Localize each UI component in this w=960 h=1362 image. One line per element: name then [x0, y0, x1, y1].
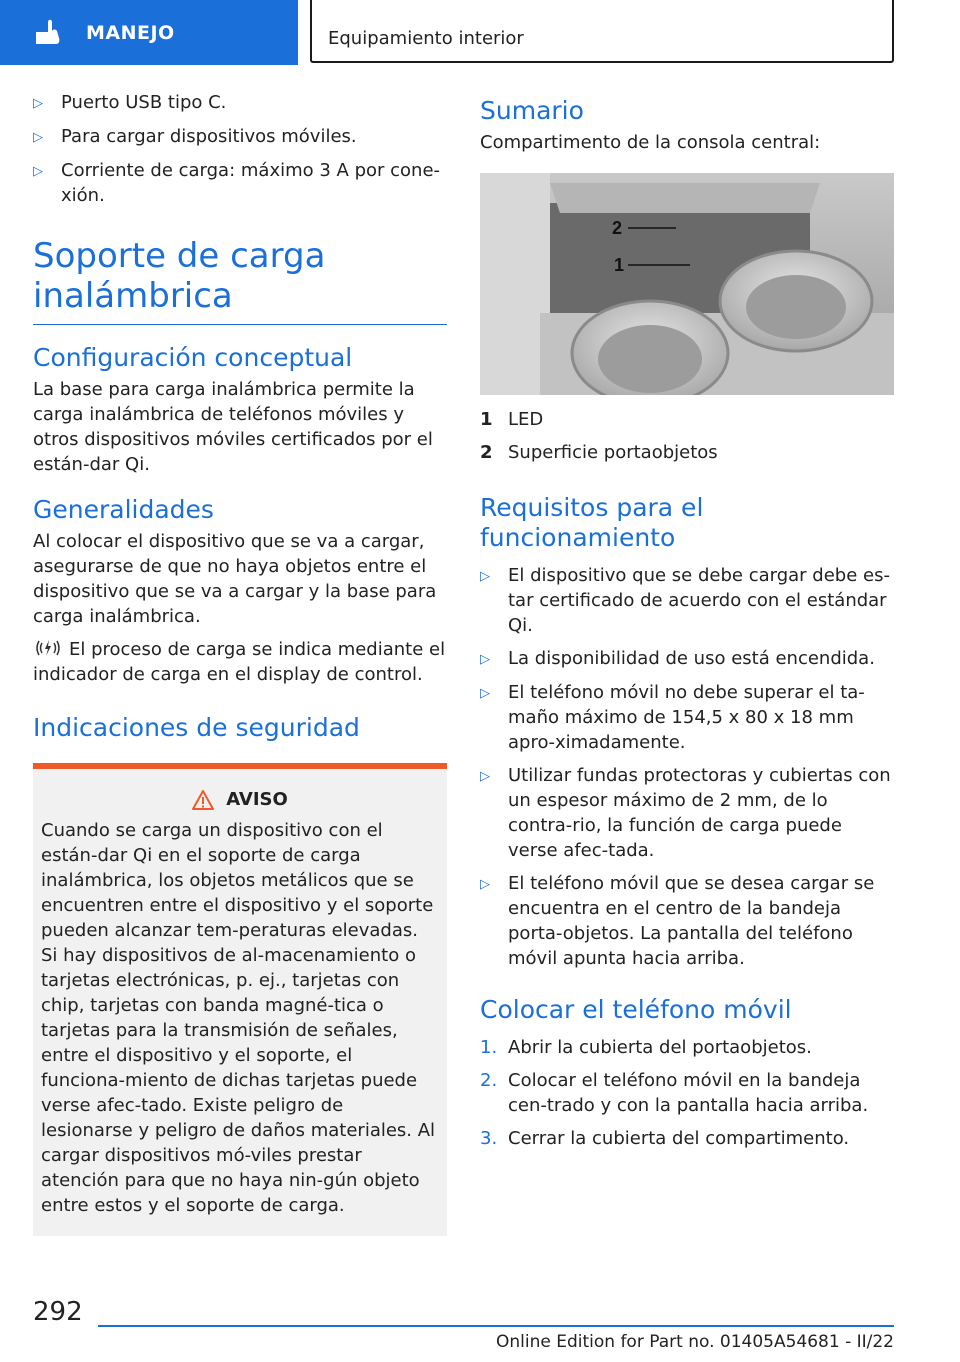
steering-hand-icon [34, 18, 64, 48]
step-item: 2. Colocar el teléfono móvil en la bandeja cen‐trado y con la pantalla hacia arriba. [480, 1070, 869, 1116]
warning-text: Cuando se carga un dispositivo con el están‐dar Qi en el soporte de carga inalámbrica, los objetos metálicos que se encuentren entre el dispositivo y el soporte pueden alcanzar tem‐peraturas elevadas. Si hay dispositivos de al‐macenamiento o tarjetas electrónicas, p. ej., tarjetas con chip, tarjetas con banda magné‐tica o tarjetas para la transmisión de señales, entre el dispositivo y el soporte, el funciona‐miento de dichas tarjetas puede verse afec‐tado. Existe peligro de lesionarse y peligro de daños materiales. Al cargar dispositivos mó‐viles prestar atención para que no haya nin‐gún objeto entre estos y el soporte de carga. [41, 820, 436, 1216]
step-item: 1. Abrir la cubierta del portaobjetos. [480, 1037, 812, 1058]
subsection-heading-safety: Indicaciones de seguridad [33, 713, 360, 742]
chapter-title: Equipamiento interior [310, 0, 894, 63]
subsection-heading-concept: Configuración conceptual [33, 343, 353, 372]
summary-subtitle: Compartimento de la consola central: [480, 132, 821, 153]
subsection-heading-requirements: Requisitos para el funcionamiento [480, 493, 704, 552]
section-label: MANEJO [86, 21, 175, 44]
warning-box [33, 763, 447, 1236]
list-item: ▷ El teléfono móvil que se desea cargar se encuentra en el centro de la bandeja porta‐objetos. La pantalla del teléfono móvil apunta hacia arriba. [480, 873, 875, 969]
triangle-bullet-icon: ▷ [33, 130, 43, 145]
list-item: ▷ El dispositivo que se debe cargar debe es‐tar certificado de acuerdo con el estándar Qi. [480, 565, 890, 636]
list-item: ▷ Para cargar dispositivos móviles. [33, 124, 447, 150]
list-item: ▷ El teléfono móvil no debe superar el ta‐maño máximo de 154,5 x 80 x 18 mm apro‐ximadamente. [480, 682, 865, 753]
left-column [33, 90, 447, 1236]
edition-text: Online Edition for Part no. 01405A54681 - II/22 [495, 1332, 894, 1352]
page-number: 292 [33, 1297, 83, 1327]
triangle-bullet-icon: ▷ [33, 96, 43, 111]
triangle-bullet-icon: ▷ [480, 652, 490, 667]
section-heading: Soporte de carga inalámbrica [33, 236, 447, 325]
wireless-charging-icon [33, 638, 63, 658]
triangle-bullet-icon: ▷ [480, 877, 490, 892]
concept-text: La base para carga inalámbrica permite la carga inalámbrica de teléfonos móviles y otros dispositivos móviles certificados por el están‐dar Qi. [33, 379, 433, 475]
right-column [480, 90, 894, 1159]
subsection-heading-summary: Sumario [480, 96, 584, 125]
triangle-bullet-icon: ▷ [480, 686, 490, 701]
indicator-paragraph: El proceso de carga se indica mediante el indicador de carga en el display de control. [33, 639, 446, 685]
warning-label: AVISO [226, 789, 288, 810]
section-tab [0, 0, 298, 65]
list-item: ▷ Corriente de carga: máximo 3 A por cone‐xión. [33, 160, 441, 206]
warning-triangle-icon [192, 790, 214, 810]
triangle-bullet-icon: ▷ [480, 769, 490, 784]
list-item: ▷ La disponibilidad de uso está encendida. [480, 646, 894, 672]
footer-divider [98, 1325, 894, 1327]
callout-label: 1 [614, 255, 625, 275]
triangle-bullet-icon: ▷ [480, 569, 490, 584]
subsection-heading-place-phone: Colocar el teléfono móvil [480, 995, 792, 1024]
general-text: Al colocar el dispositivo que se va a cargar, asegurarse de que no haya objetos entre el dispositivo que se va a cargar y la base para carga inalámbrica. [33, 531, 437, 627]
triangle-bullet-icon: ▷ [33, 164, 43, 179]
step-item: 3. Cerrar la cubierta del compartimento. [480, 1128, 850, 1149]
warning-header [41, 789, 439, 810]
subsection-heading-general: Generalidades [33, 495, 214, 524]
legend-item: 2 Superficie portaobjetos [480, 442, 718, 463]
list-item: ▷ Puerto USB tipo C. [33, 90, 447, 116]
list-item: ▷ Utilizar fundas protectoras y cubiertas con un espesor máximo de 2 mm, de lo contra‐rio, la función de carga puede verse afec‐tada. [480, 765, 891, 861]
callout-label: 2 [612, 218, 623, 238]
legend-item: 1 LED [480, 409, 544, 430]
console-compartment-photo [480, 173, 894, 395]
